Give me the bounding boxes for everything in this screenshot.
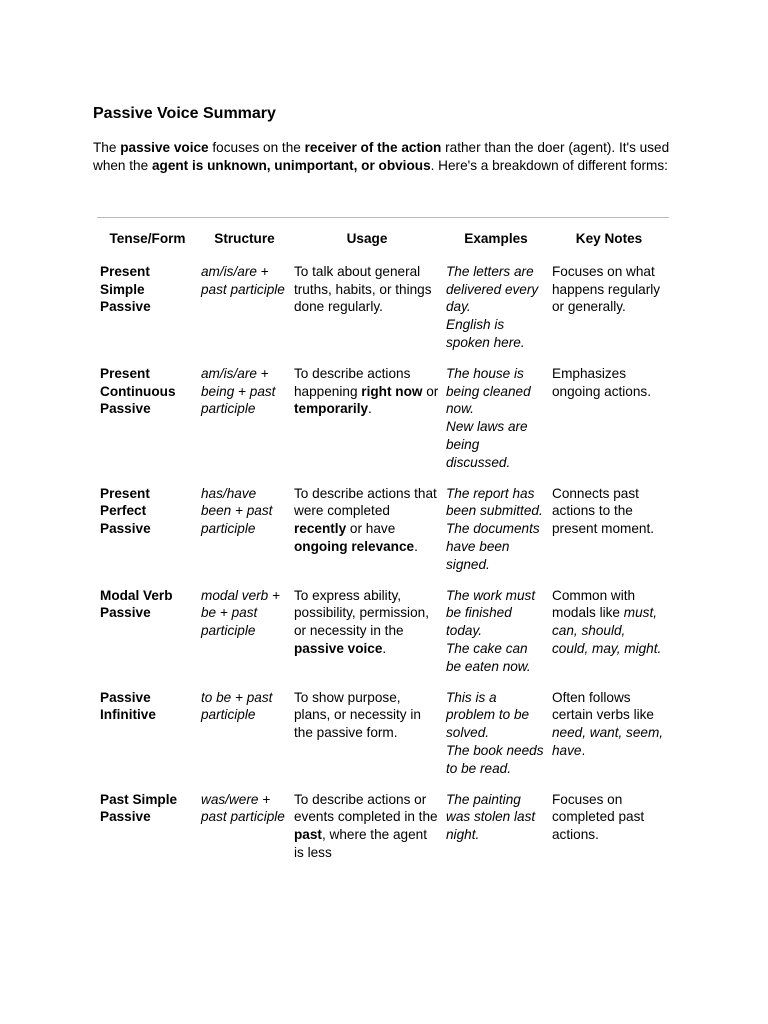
usage-text-run: passive voice xyxy=(294,640,383,656)
usage-text-run: To describe actions that were completed xyxy=(294,485,437,519)
table-body xyxy=(97,260,669,872)
usage-text-run: To show purpose, plans, or necessity in the passive form. xyxy=(294,689,421,741)
cell-structure: has/have been + past participle xyxy=(201,485,273,537)
usage-text-run: To describe actions happening xyxy=(294,365,411,399)
intro-text-run: passive voice xyxy=(120,140,209,155)
header-usage: Usage xyxy=(346,231,388,246)
header-examples: Examples xyxy=(464,231,528,246)
table-row xyxy=(97,482,669,584)
cell-examples xyxy=(443,260,549,362)
example-sentence: The book needs to be read. xyxy=(446,742,544,776)
cell-examples xyxy=(443,362,549,482)
cell-structure: modal verb + be + past participle xyxy=(201,587,280,639)
cell-key-notes xyxy=(549,584,669,686)
table-row xyxy=(97,788,669,872)
table-header-row xyxy=(97,226,669,260)
example-sentence: English is spoken here. xyxy=(446,317,525,350)
notes-text-run: Often follows certain verbs like xyxy=(552,689,654,723)
usage-text-run: or xyxy=(422,383,439,399)
example-sentence: The cake can be eaten now. xyxy=(446,640,531,674)
intro-text-run: The xyxy=(93,140,121,155)
notes-text-run: must, can, should, could, may, might. xyxy=(552,605,662,656)
cell-structure: am/is/are + past participle xyxy=(201,263,285,297)
usage-text-run: right now xyxy=(361,383,423,399)
header-tense: Tense/Form xyxy=(109,231,186,246)
example-sentence: This is a problem to be solved. xyxy=(446,689,530,741)
table-row xyxy=(97,686,669,788)
cell-key-notes xyxy=(549,686,669,788)
table-row xyxy=(97,362,669,482)
cell-key-notes xyxy=(549,482,669,584)
cell-examples xyxy=(443,482,549,584)
usage-text-run: , where the agent is less xyxy=(294,827,427,860)
usage-text-run: temporarily xyxy=(294,401,369,417)
usage-text-run: To describe actions or events completed in the xyxy=(294,791,438,825)
usage-text-run: . xyxy=(382,640,387,656)
cell-usage xyxy=(291,362,443,482)
example-sentence: New laws are being discussed. xyxy=(446,419,528,470)
usage-text-run: ongoing relevance xyxy=(294,538,415,554)
usage-text-run: . xyxy=(414,538,418,554)
intro-text-run: rather than the doer (agent). It's used when the xyxy=(93,140,670,173)
example-sentence: The house is being cleaned now. xyxy=(446,365,531,417)
usage-text-run: past xyxy=(294,827,322,843)
usage-text-run: To talk about general truths, habits, or things done regularly. xyxy=(294,263,432,315)
notes-text-run: Focuses on completed past actions. xyxy=(552,791,645,843)
cell-usage xyxy=(291,482,443,584)
usage-text-run: . xyxy=(368,401,372,417)
cell-usage xyxy=(291,260,443,362)
header-key-notes: Key Notes xyxy=(575,231,643,246)
usage-text-run: To express ability, possibility, permission, or necessity in the xyxy=(294,587,429,639)
cell-usage xyxy=(291,788,443,872)
cell-key-notes xyxy=(549,260,669,362)
cell-tense: Past Simple Passive xyxy=(100,791,178,825)
cell-structure: am/is/are + being + past participle xyxy=(201,365,276,417)
intro-text-run: receiver of the action xyxy=(304,140,442,155)
header-structure: Structure xyxy=(214,231,275,246)
intro-text-run: focuses on the xyxy=(208,140,305,155)
notes-text-run: . xyxy=(581,742,586,758)
table-row xyxy=(97,260,669,362)
cell-key-notes xyxy=(549,788,669,872)
cell-tense: Modal Verb Passive xyxy=(100,587,173,621)
intro-paragraph xyxy=(93,139,673,175)
cell-structure: was/were + past participle xyxy=(201,791,285,825)
table-top-rule xyxy=(97,217,669,218)
usage-text-run: or have xyxy=(346,521,396,537)
usage-text-run: recently xyxy=(294,521,347,537)
cell-structure: to be + past participle xyxy=(201,689,273,723)
example-sentence: The letters are delivered every day. xyxy=(446,263,539,315)
cell-tense: Present Simple Passive xyxy=(100,263,151,315)
cell-examples xyxy=(443,788,549,872)
table-row xyxy=(97,584,669,686)
cell-tense: Present Perfect Passive xyxy=(100,485,151,537)
cell-examples xyxy=(443,584,549,686)
notes-text-run: Emphasizes ongoing actions. xyxy=(552,365,652,399)
example-sentence: The report has been submitted. xyxy=(446,485,543,519)
cell-key-notes xyxy=(549,362,669,482)
passive-voice-table xyxy=(97,226,669,872)
intro-text-run: . Here's a breakdown of different forms: xyxy=(430,158,668,173)
document-title: Passive Voice Summary xyxy=(93,105,276,122)
cell-usage xyxy=(291,686,443,788)
cell-tense: Present Continuous Passive xyxy=(100,365,176,417)
example-sentence: The painting was stolen last night. xyxy=(446,791,536,843)
cell-examples xyxy=(443,686,549,788)
notes-text-run: Connects past actions to the present moment. xyxy=(552,485,654,537)
example-sentence: The work must be finished today. xyxy=(446,587,536,639)
document-body xyxy=(93,104,673,860)
example-sentence: The documents have been signed. xyxy=(446,521,540,572)
cell-usage xyxy=(291,584,443,686)
notes-text-run: Common with modals like xyxy=(552,587,636,621)
intro-text-run: agent is unknown, unimportant, or obvious xyxy=(151,158,431,173)
notes-text-run: Focuses on what happens regularly or generally. xyxy=(552,263,661,315)
cell-tense: Passive Infinitive xyxy=(100,689,156,723)
notes-text-run: need, want, seem, have xyxy=(552,725,664,758)
